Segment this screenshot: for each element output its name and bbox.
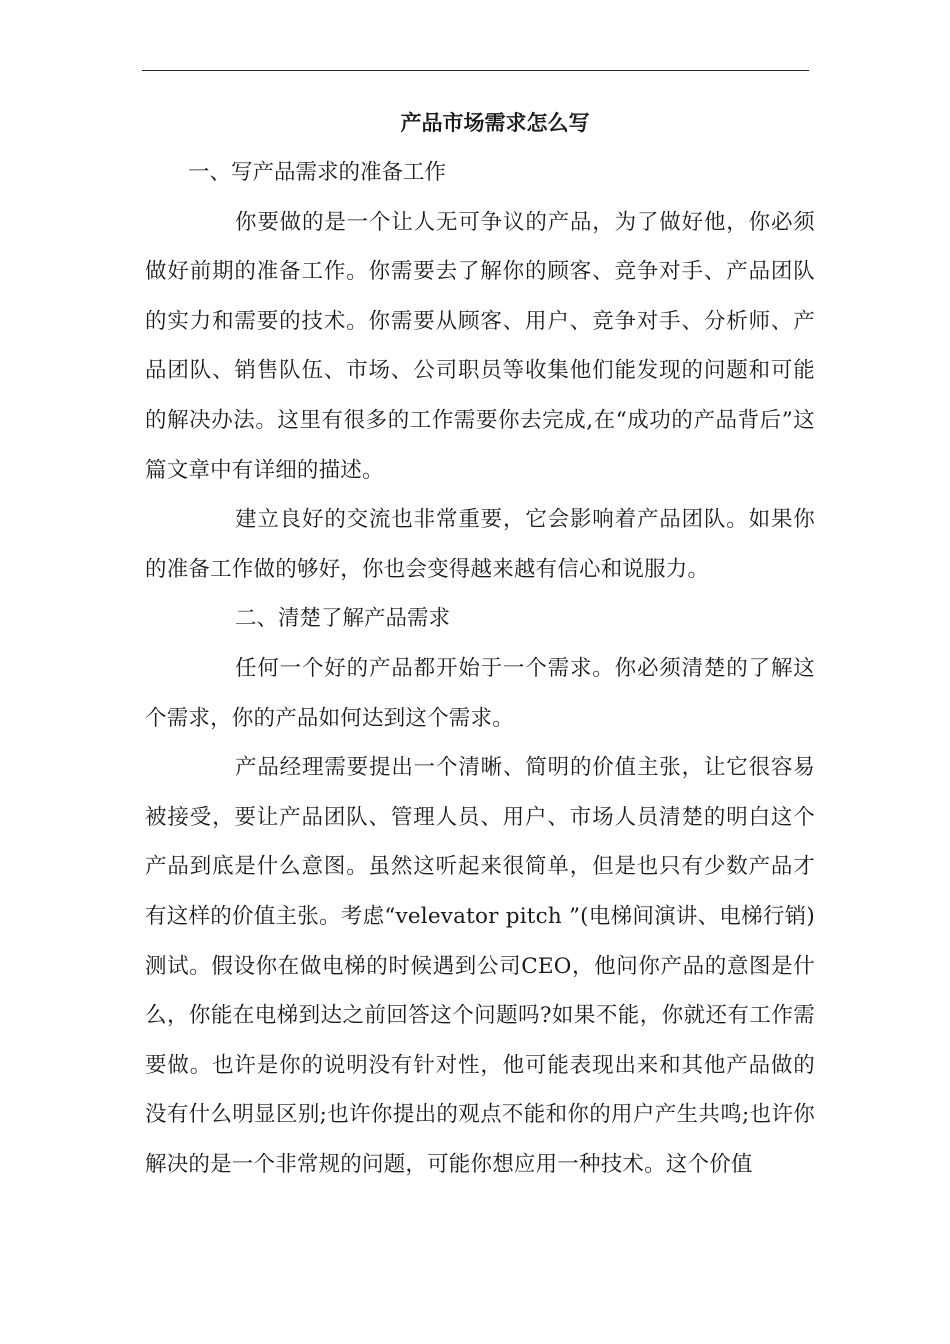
section-heading-1: 一、写产品需求的准备工作 (188, 160, 447, 185)
paragraph-4: 产品经理需要提出一个清晰、简明的价值主张，让它很容易被接受，要让产品团队、管理人员、用户、市场人员清楚的明白这个产品到底是什么意图。虽然这听起来很简单，但是也只有少数产品才有这样的价值主张。考虑“velevator pitch ”(电梯间演讲、电梯行销)测试。假设你在做电梯的时候遇到公司CEO，他问你产品的意图是什么，你能在电梯到达之前回答这个问题吗?如果不能，你就还有工作需要做。也许是你的说明没有针对性，他可能表现出来和其他产品做的没有什么明显区别;也许你提出的观点不能和你的用户产生共鸣;也许你解决的是一个非常规的问题，可能你想应用一种技术。这个价值 (145, 755, 815, 1177)
document-body (145, 98, 815, 1189)
paragraph-2: 建立良好的交流也非常重要，它会影响着产品团队。如果你的准备工作做的够好，你也会变得越来越有信心和说服力。 (145, 507, 815, 582)
header-rule (142, 70, 809, 71)
paragraph-3: 任何一个好的产品都开始于一个需求。你必须清楚的了解这个需求，你的产品如何达到这个需求。 (145, 655, 815, 731)
paragraph-1: 你要做的是一个让人无可争议的产品，为了做好他，你必须做好前期的准备工作。你需要去了解你的顾客、竞争对手、产品团队的实力和需要的技术。你需要从顾客、用户、竞争对手、分析师、产品团队、销售队伍、市场、公司职员等收集他们能发现的问题和可能的解决办法。这里有很多的工作需要你去完成,在“成功的产品背后”这篇文章中有详细的描述。 (145, 209, 815, 483)
section-heading-2: 二、清楚了解产品需求 (235, 606, 451, 632)
document-title: 产品市场需求怎么写 (400, 110, 590, 135)
